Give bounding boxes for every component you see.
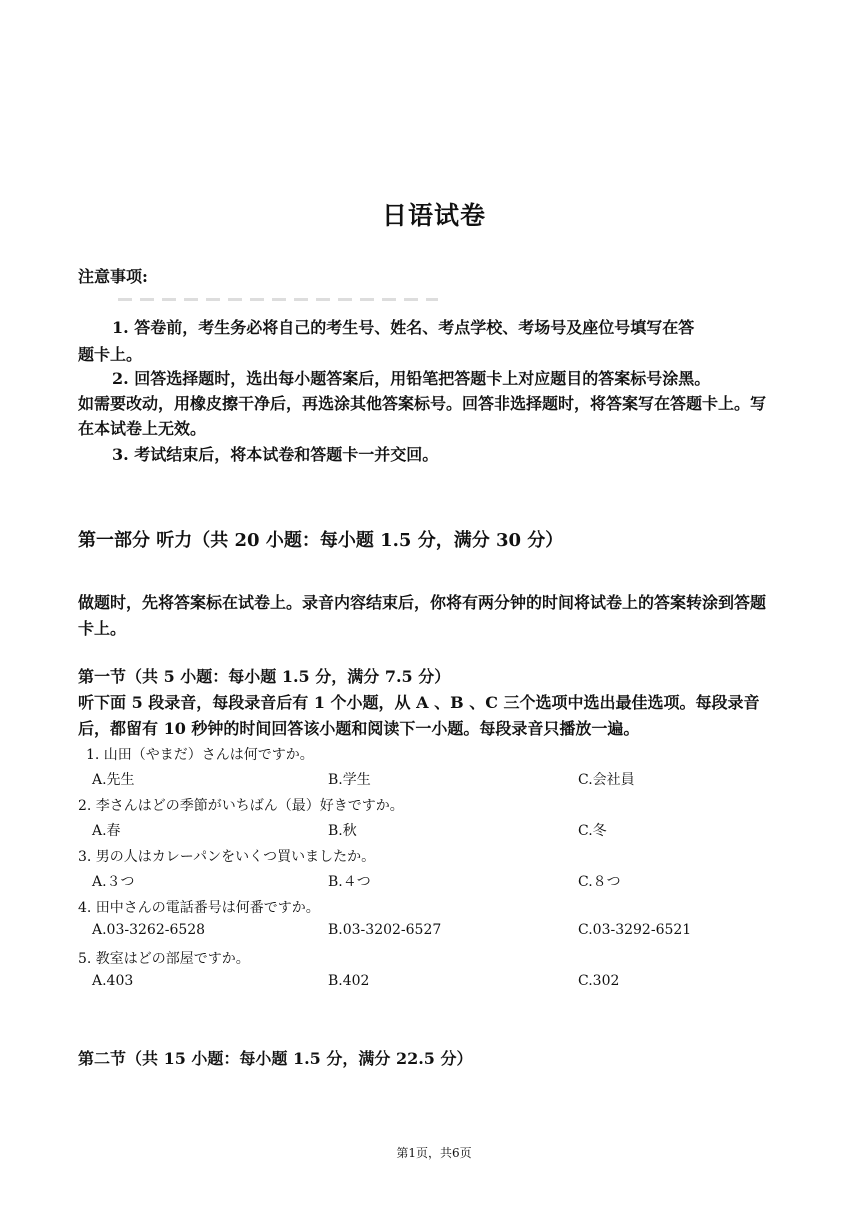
question-5: 5. 教室はどの部屋ですか。 [78, 951, 250, 967]
q5-option-c: C.302 [578, 973, 620, 989]
q4-option-c: C.03-3292-6521 [578, 922, 692, 938]
notice-line-6: 3. 考试结束后，将本试卷和答题卡一并交回。 [112, 445, 439, 464]
notice-line-5: 在本试卷上无效。 [78, 419, 207, 438]
q4-option-b: B.03-3202-6527 [328, 922, 442, 938]
page-title: 日语试卷 [381, 201, 486, 230]
page-footer: 第1页，共6页 [396, 1146, 472, 1160]
q1-option-c: C.会社員 [578, 772, 635, 788]
q1-option-b: B.学生 [328, 772, 371, 788]
faint-scan-mark [118, 298, 438, 301]
q5-option-b: B.402 [328, 973, 370, 989]
q4-option-a: A.03-3262-6528 [92, 922, 206, 938]
q3-option-a: A.３つ [92, 874, 135, 890]
question-4: 4. 田中さんの電話番号は何番ですか。 [78, 900, 320, 916]
q5-option-a: A.403 [92, 973, 134, 989]
question-3: 3. 男の人はカレーパンをいくつ買いましたか。 [78, 849, 376, 865]
section1-instruction-2: 后，都留有 10 秒钟的时间回答该小题和阅读下一小题。每段录音只播放一遍。 [78, 719, 640, 738]
part1-heading: 第一部分 听力（共 20 小题：每小题 1.5 分，满分 30 分） [78, 530, 564, 551]
part1-instruction-2: 卡上。 [78, 619, 127, 638]
q1-option-a: A.先生 [92, 772, 135, 788]
q3-option-b: B.４つ [328, 874, 371, 890]
section1-instruction-1: 听下面 5 段录音，每段录音后有 1 个小题，从 A 、B 、C 三个选项中选出最佳选项。每段录音 [78, 693, 760, 712]
question-2: 2. 李さんはどの季節がいちばん（最）好きですか。 [78, 798, 404, 814]
notice-line-4: 如需要改动，用橡皮擦干净后，再选涂其他答案标号。回答非选择题时，将答案写在答题卡上。写 [78, 394, 767, 413]
notice-heading: 注意事项: [78, 267, 148, 286]
q2-option-a: A.春 [92, 823, 121, 839]
notice-line-3: 2. 回答选择题时，选出每小题答案后，用铅笔把答题卡上对应题目的答案标号涂黑。 [112, 369, 711, 388]
part1-instruction-1: 做题时，先将答案标在试卷上。录音内容结束后，你将有两分钟的时间将试卷上的答案转涂到答题 [78, 593, 767, 612]
notice-line-2: 题卡上。 [78, 345, 143, 364]
q3-option-c: C.８つ [578, 874, 621, 890]
question-1: 1. 山田（やまだ）さんは何ですか。 [86, 747, 314, 763]
notice-line-1: 1. 答卷前，考生务必将自己的考生号、姓名、考点学校、考场号及座位号填写在答 [112, 318, 695, 337]
q2-option-b: B.秋 [328, 823, 357, 839]
section2-heading: 第二节（共 15 小题：每小题 1.5 分，满分 22.5 分） [78, 1049, 473, 1068]
q2-option-c: C.冬 [578, 823, 607, 839]
section1-heading: 第一节（共 5 小题：每小题 1.5 分，满分 7.5 分） [78, 667, 451, 686]
